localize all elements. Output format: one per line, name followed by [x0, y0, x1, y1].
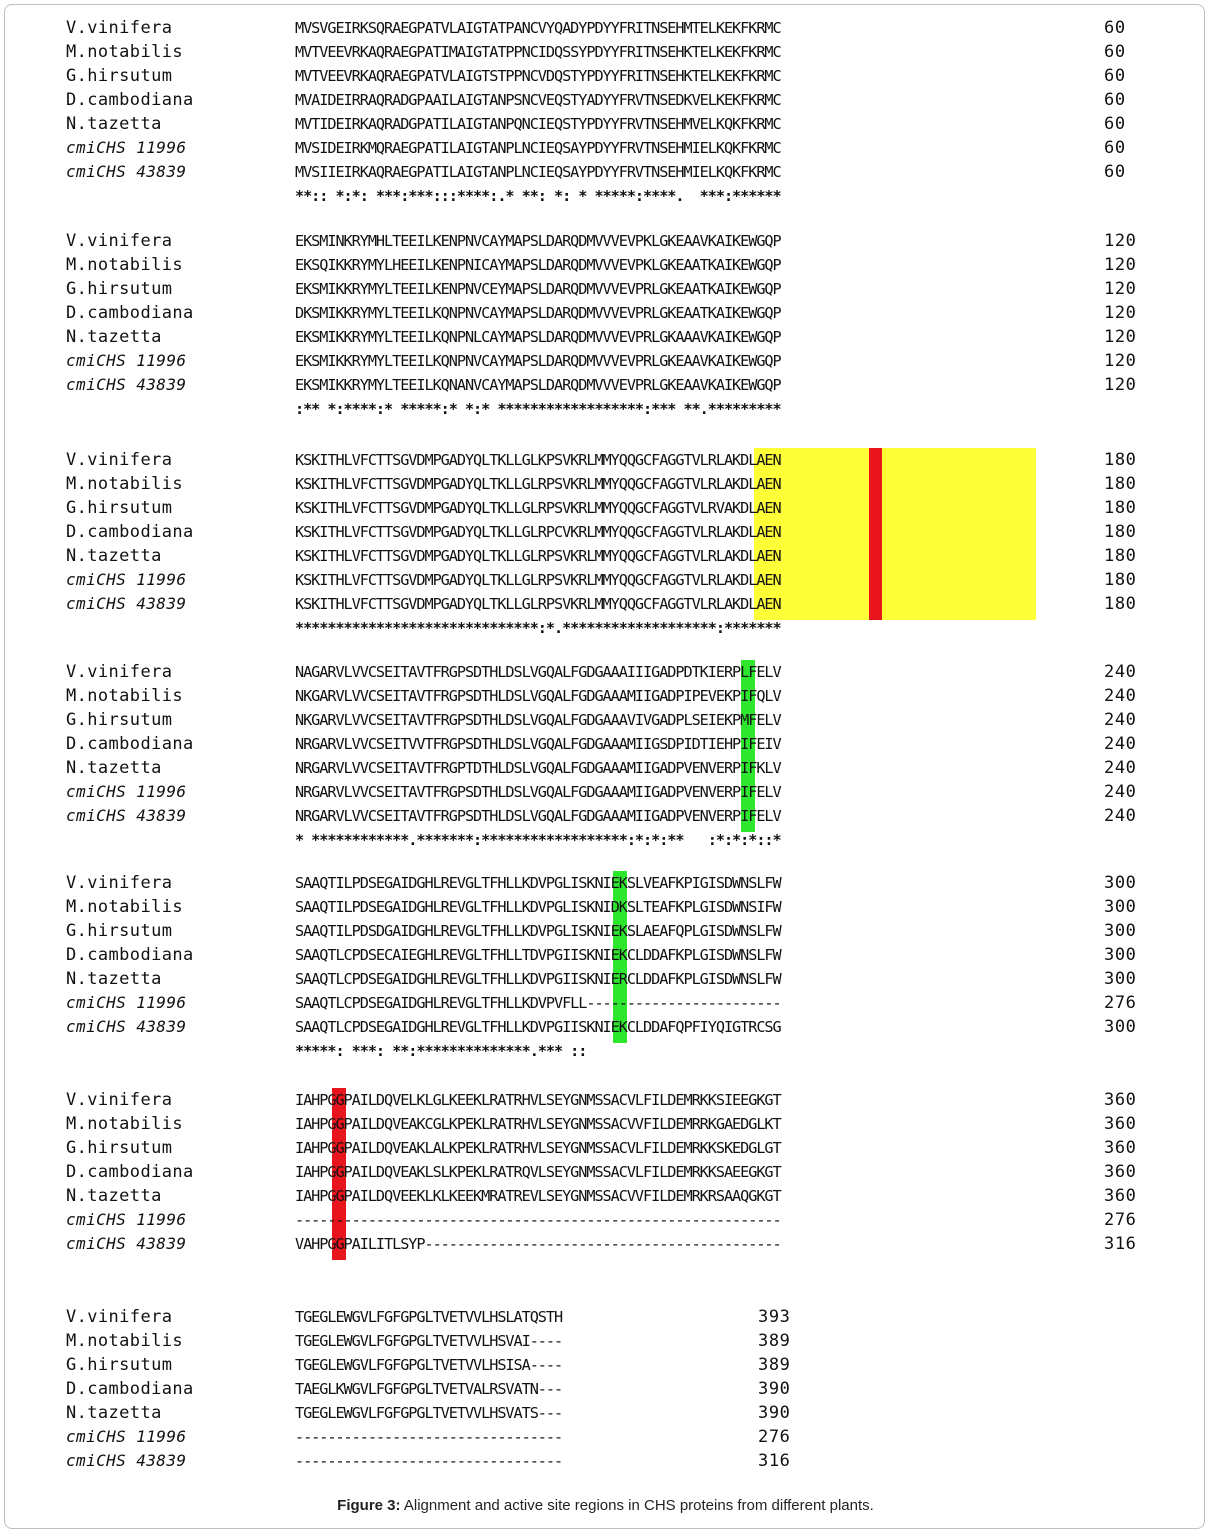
consensus-row [0, 184, 1211, 208]
alignment-row [0, 1353, 1211, 1377]
consensus-symbols: *****: ***: **:**************.*** :: [295, 1042, 587, 1060]
species-name: V.vinifera [66, 873, 173, 893]
position-number: 276 [1104, 1210, 1137, 1230]
position-number: 120 [1104, 279, 1137, 299]
species-name: N.tazetta [66, 1186, 162, 1206]
figure-caption [0, 1497, 1211, 1514]
sequence-text: MVAIDEIRRAQRADGPAAILAIGTANPSNCVEQSTYADYYFRVTNSEDKVELKEKFKRMC [295, 91, 781, 109]
position-number: 120 [1104, 375, 1137, 395]
sequence-text: EKSMINKRYMHLTEEILKENPNVCAYMAPSLDARQDMVVVEVPKLGKEAAVKAIKEWGQP [295, 232, 781, 250]
alignment-row [0, 1208, 1211, 1232]
alignment-row [0, 373, 1211, 397]
sequence-text: IAHPGGPAILDQVEAKCGLKPEKLRATRHVLSEYGNMSSACVVFILDEMRRKGAEDGLKT [295, 1115, 781, 1133]
alignment-row [0, 349, 1211, 373]
caption-text: Alignment and active site regions in CHS proteins from different plants. [400, 1497, 874, 1514]
species-name: D.cambodiana [66, 522, 194, 542]
species-name: V.vinifera [66, 450, 173, 470]
position-number: 300 [1104, 897, 1137, 917]
alignment-row [0, 253, 1211, 277]
species-name: G.hirsutum [66, 710, 173, 730]
species-name: cmiCHS 11996 [66, 782, 187, 801]
sequence-text: KSKITHLVFCTTSGVDMPGADYQLTKLLGLRPCVKRLMMYQQGCFAGGTVLRLAKDLAEN [295, 523, 781, 541]
position-number: 390 [758, 1379, 791, 1399]
sequence-text: --------------------------------- [295, 1452, 563, 1470]
alignment-row [0, 40, 1211, 64]
sequence-text: EKSMIKKRYMYLTEEILKQNPNLCAYMAPSLDARQDMVVVEVPRLGKAAAVKAIKEWGQP [295, 328, 781, 346]
species-name: cmiCHS 11996 [66, 1427, 187, 1446]
species-name: cmiCHS 43839 [66, 1234, 187, 1253]
alignment-row [0, 496, 1211, 520]
caption-label: Figure 3: [337, 1497, 401, 1514]
sequence-text: IAHPGGPAILDQVEAKLALKPEKLRATRHVLSEYGNMSSACVLFILDEMRKKSKEDGLGT [295, 1139, 781, 1157]
alignment-row [0, 1112, 1211, 1136]
alignment-row [0, 136, 1211, 160]
species-name: D.cambodiana [66, 1162, 194, 1182]
position-number: 240 [1104, 806, 1137, 826]
consensus-row [0, 1039, 1211, 1063]
alignment-row [0, 1136, 1211, 1160]
species-name: cmiCHS 11996 [66, 993, 187, 1012]
sequence-text: TGEGLEWGVLFGFGPGLTVETVVLHSISA---- [295, 1356, 563, 1374]
species-name: cmiCHS 11996 [66, 351, 187, 370]
position-number: 360 [1104, 1138, 1137, 1158]
species-name: M.notabilis [66, 1331, 183, 1351]
sequence-text: IAHPGGPAILDQVEAKLSLKPEKLRATRQVLSEYGNMSSACVLFILDEMRKKSAEEGKGT [295, 1163, 781, 1181]
position-number: 240 [1104, 758, 1137, 778]
sequence-text: NRGARVLVVCSEITAVTFRGPTDTHLDSLVGQALFGDGAAAMIIGADPVENVERPIFKLV [295, 759, 781, 777]
alignment-row [0, 229, 1211, 253]
sequence-text: EKSMIKKRYMYLTEEILKQNPNVCAYMAPSLDARQDMVVVEVPRLGKEAAVKAIKEWGQP [295, 352, 781, 370]
species-name: M.notabilis [66, 897, 183, 917]
sequence-text: MVTIDEIRKAQRADGPATILAIGTANPQNCIEQSTYPDYYFRVTNSEHMVELKQKFKRMC [295, 115, 781, 133]
species-name: V.vinifera [66, 662, 173, 682]
species-name: G.hirsutum [66, 921, 173, 941]
position-number: 120 [1104, 351, 1137, 371]
sequence-text: KSKITHLVFCTTSGVDMPGADYQLTKLLGLKPSVKRLMMYQQGCFAGGTVLRLAKDLAEN [295, 451, 781, 469]
species-name: cmiCHS 11996 [66, 138, 187, 157]
position-number: 300 [1104, 945, 1137, 965]
sequence-text: MVTVEEVRKAQRAEGPATVLAIGTSTPPNCVDQSTYPDYYFRITNSEHKTELKEKFKRMC [295, 67, 781, 85]
sequence-text: SAAQTLCPDSECAIEGHLREVGLTFHLLTDVPGIISKNIEKCLDDAFKPLGISDWNSLFW [295, 946, 781, 964]
sequence-text: TGEGLEWGVLFGFGPGLTVETVVLHSVAI---- [295, 1332, 563, 1350]
species-name: G.hirsutum [66, 1355, 173, 1375]
sequence-text: NRGARVLVVCSEITVVTFRGPSDTHLDSLVGQALFGDGAAAMIIGSDPIDTIEHPIFEIV [295, 735, 781, 753]
sequence-text: MVTVEEVRKAQRAEGPATIMAIGTATPPNCIDQSSYPDYYFRITNSEHKTELKEKFKRMC [295, 43, 781, 61]
sequence-text: EKSQIKKRYMYLHEEILKENPNICAYMAPSLDARQDMVVVEVPKLGKEAATKAIKEWGQP [295, 256, 781, 274]
alignment-row [0, 732, 1211, 756]
alignment-row [0, 64, 1211, 88]
species-name: G.hirsutum [66, 498, 173, 518]
alignment-row [0, 1305, 1211, 1329]
alignment-row [0, 1088, 1211, 1112]
position-number: 120 [1104, 255, 1137, 275]
alignment-row [0, 301, 1211, 325]
species-name: M.notabilis [66, 255, 183, 275]
position-number: 60 [1104, 90, 1126, 110]
position-number: 240 [1104, 734, 1137, 754]
species-name: V.vinifera [66, 18, 173, 38]
position-number: 60 [1104, 18, 1126, 38]
position-number: 316 [758, 1451, 791, 1471]
alignment-row [0, 708, 1211, 732]
position-number: 60 [1104, 162, 1126, 182]
sequence-text: --------------------------------- [295, 1428, 563, 1446]
alignment-row [0, 112, 1211, 136]
position-number: 276 [1104, 993, 1137, 1013]
position-number: 300 [1104, 969, 1137, 989]
species-name: N.tazetta [66, 546, 162, 566]
sequence-text: TAEGLKWGVLFGFGPGLTVETVALRSVATN--- [295, 1380, 563, 1398]
consensus-symbols: ******************************:*.*******************:******* [295, 619, 781, 637]
position-number: 180 [1104, 594, 1137, 614]
species-name: D.cambodiana [66, 90, 194, 110]
alignment-row [0, 1184, 1211, 1208]
position-number: 389 [758, 1331, 791, 1351]
position-number: 360 [1104, 1090, 1137, 1110]
position-number: 120 [1104, 327, 1137, 347]
species-name: M.notabilis [66, 1114, 183, 1134]
position-number: 360 [1104, 1162, 1137, 1182]
position-number: 360 [1104, 1114, 1137, 1134]
position-number: 180 [1104, 498, 1137, 518]
alignment-row [0, 520, 1211, 544]
position-number: 180 [1104, 522, 1137, 542]
alignment-row [0, 1425, 1211, 1449]
position-number: 60 [1104, 66, 1126, 86]
alignment-row [0, 967, 1211, 991]
alignment-row [0, 1401, 1211, 1425]
alignment-row [0, 568, 1211, 592]
alignment-row [0, 1160, 1211, 1184]
species-name: cmiCHS 11996 [66, 1210, 187, 1229]
species-name: V.vinifera [66, 231, 173, 251]
sequence-text: DKSMIKKRYMYLTEEILKQNPNVCAYMAPSLDARQDMVVVEVPRLGKEAATKAIKEWGQP [295, 304, 781, 322]
species-name: cmiCHS 11996 [66, 570, 187, 589]
position-number: 300 [1104, 921, 1137, 941]
alignment-row [0, 16, 1211, 40]
sequence-text: KSKITHLVFCTTSGVDMPGADYQLTKLLGLRPSVKRLMMYQQGCFAGGTVLRLAKDLAEN [295, 595, 781, 613]
sequence-text: IAHPGGPAILDQVEEKLKLKEEKMRATREVLSEYGNMSSACVVFILDEMRKRSAAQGKGT [295, 1187, 781, 1205]
alignment-row [0, 780, 1211, 804]
species-name: N.tazetta [66, 969, 162, 989]
species-name: M.notabilis [66, 42, 183, 62]
species-name: cmiCHS 43839 [66, 375, 187, 394]
species-name: cmiCHS 43839 [66, 1017, 187, 1036]
consensus-row [0, 828, 1211, 852]
sequence-text: ------------------------------------------------------------ [295, 1211, 781, 1229]
position-number: 180 [1104, 546, 1137, 566]
sequence-text: KSKITHLVFCTTSGVDMPGADYQLTKLLGLRPSVKRLMMYQQGCFAGGTVLRLAKDLAEN [295, 571, 781, 589]
species-name: M.notabilis [66, 686, 183, 706]
position-number: 60 [1104, 138, 1126, 158]
alignment-row [0, 448, 1211, 472]
position-number: 240 [1104, 686, 1137, 706]
position-number: 240 [1104, 710, 1137, 730]
species-name: M.notabilis [66, 474, 183, 494]
sequence-text: NRGARVLVVCSEITAVTFRGPSDTHLDSLVGQALFGDGAAAMIIGADPVENVERPIFELV [295, 783, 781, 801]
sequence-text: EKSMIKKRYMYLTEEILKENPNVCEYMAPSLDARQDMVVVEVPRLGKEAATKAIKEWGQP [295, 280, 781, 298]
sequence-text: KSKITHLVFCTTSGVDMPGADYQLTKLLGLRPSVKRLMMYQQGCFAGGTVLRLAKDLAEN [295, 475, 781, 493]
position-number: 389 [758, 1355, 791, 1375]
position-number: 316 [1104, 1234, 1137, 1254]
species-name: D.cambodiana [66, 303, 194, 323]
alignment-row [0, 472, 1211, 496]
species-name: G.hirsutum [66, 1138, 173, 1158]
sequence-text: VAHPGGPAILITLSYP-------------------------------------------- [295, 1235, 781, 1253]
consensus-row [0, 397, 1211, 421]
sequence-text: NRGARVLVVCSEITAVTFRGPSDTHLDSLVGQALFGDGAAAMIIGADPVENVERPIFELV [295, 807, 781, 825]
position-number: 300 [1104, 1017, 1137, 1037]
alignment-row [0, 1015, 1211, 1039]
position-number: 60 [1104, 114, 1126, 134]
sequence-text: SAAQTILPDSDGAIDGHLREVGLTFHLLKDVPGLISKNIEKSLAEAFQPLGISDWNSLFW [295, 922, 781, 940]
species-name: N.tazetta [66, 327, 162, 347]
alignment-row [0, 943, 1211, 967]
species-name: D.cambodiana [66, 945, 194, 965]
species-name: cmiCHS 43839 [66, 162, 187, 181]
alignment-row [0, 325, 1211, 349]
sequence-text: NKGARVLVVCSEITAVTFRGPSDTHLDSLVGQALFGDGAAAMIIGADPIPEVEKPIFQLV [295, 687, 781, 705]
position-number: 180 [1104, 474, 1137, 494]
species-name: D.cambodiana [66, 1379, 194, 1399]
sequence-text: MVSIDEIRKMQRAEGPATILAIGTANPLNCIEQSAYPDYYFRVTNSEHMIELKQKFKRMC [295, 139, 781, 157]
species-name: N.tazetta [66, 114, 162, 134]
alignment-row [0, 660, 1211, 684]
alignment-row [0, 1449, 1211, 1473]
species-name: cmiCHS 43839 [66, 594, 187, 613]
species-name: N.tazetta [66, 758, 162, 778]
alignment-row [0, 160, 1211, 184]
species-name: G.hirsutum [66, 279, 173, 299]
position-number: 120 [1104, 231, 1137, 251]
consensus-symbols: :** *:****:* *****:* *:* ******************:*** **.********* [295, 400, 781, 418]
species-name: cmiCHS 43839 [66, 806, 187, 825]
position-number: 60 [1104, 42, 1126, 62]
sequence-text: SAAQTLCPDSEGAIDGHLREVGLTFHLLKDVPVFLL------------------------ [295, 994, 781, 1012]
alignment-row [0, 991, 1211, 1015]
position-number: 180 [1104, 450, 1137, 470]
sequence-text: SAAQTLCPDSEGAIDGHLREVGLTFHLLKDVPGIISKNIERCLDDAFKPLGISDWNSLFW [295, 970, 781, 988]
sequence-text: KSKITHLVFCTTSGVDMPGADYQLTKLLGLRPSVKRLMMYQQGCFAGGTVLRLAKDLAEN [295, 547, 781, 565]
sequence-text: MVSVGEIRKSQRAEGPATVLAIGTATPANCVYQADYPDYYFRITNSEHMTELKEKFKRMC [295, 19, 781, 37]
alignment-row [0, 895, 1211, 919]
sequence-text: NAGARVLVVCSEITAVTFRGPSDTHLDSLVGQALFGDGAAAIIIGADPDTKIERPLFELV [295, 663, 781, 681]
alignment-row [0, 277, 1211, 301]
sequence-text: SAAQTLCPDSEGAIDGHLREVGLTFHLLKDVPGIISKNIEKCLDDAFQPFIYQIGTRCSG [295, 1018, 781, 1036]
species-name: N.tazetta [66, 1403, 162, 1423]
alignment-row [0, 804, 1211, 828]
alignment-row [0, 919, 1211, 943]
position-number: 393 [758, 1307, 791, 1327]
species-name: cmiCHS 43839 [66, 1451, 187, 1470]
alignment-row [0, 544, 1211, 568]
species-name: V.vinifera [66, 1307, 173, 1327]
sequence-text: SAAQTILPDSEGAIDGHLREVGLTFHLLKDVPGLISKNIEKSLVEAFKPIGISDWNSLFW [295, 874, 781, 892]
species-name: V.vinifera [66, 1090, 173, 1110]
alignment-row [0, 1377, 1211, 1401]
sequence-text: SAAQTILPDSEGAIDGHLREVGLTFHLLKDVPGLISKNIDKSLTEAFKPLGISDWNSIFW [295, 898, 781, 916]
position-number: 390 [758, 1403, 791, 1423]
position-number: 180 [1104, 570, 1137, 590]
position-number: 240 [1104, 662, 1137, 682]
sequence-text: TGEGLEWGVLFGFGPGLTVETVVLHSVATS--- [295, 1404, 563, 1422]
alignment-row [0, 592, 1211, 616]
position-number: 120 [1104, 303, 1137, 323]
sequence-text: NKGARVLVVCSEITAVTFRGPSDTHLDSLVGQALFGDGAAAVIVGADPLSEIEKPMFELV [295, 711, 781, 729]
sequence-text: KSKITHLVFCTTSGVDMPGADYQLTKLLGLRPSVKRLMMYQQGCFAGGTVLRVAKDLAEN [295, 499, 781, 517]
consensus-symbols: **:: *:*: ***:***:::****:.* **: *: * *****:****. ***:****** [295, 187, 781, 205]
alignment-row [0, 1329, 1211, 1353]
alignment-row [0, 88, 1211, 112]
consensus-symbols: * ************.*******:******************:*:*:** :*:*:*::* [295, 831, 781, 849]
alignment-row [0, 1232, 1211, 1256]
sequence-text: EKSMIKKRYMYLTEEILKQNANVCAYMAPSLDARQDMVVVEVPRLGKEAAVKAIKEWGQP [295, 376, 781, 394]
sequence-text: IAHPGGPAILDQVELKLGLKEEKLRATRHVLSEYGNMSSACVLFILDEMRKKSIEEGKGT [295, 1091, 781, 1109]
species-name: G.hirsutum [66, 66, 173, 86]
sequence-text: MVSIIEIRKAQRAEGPATILAIGTANPLNCIEQSAYPDYYFRVTNSEHMIELKQKFKRMC [295, 163, 781, 181]
position-number: 240 [1104, 782, 1137, 802]
sequence-text: TGEGLEWGVLFGFGPGLTVETVVLHSLATQSTH [295, 1308, 563, 1326]
alignment-row [0, 871, 1211, 895]
consensus-row [0, 616, 1211, 640]
position-number: 276 [758, 1427, 791, 1447]
alignment-row [0, 756, 1211, 780]
position-number: 300 [1104, 873, 1137, 893]
alignment-row [0, 684, 1211, 708]
position-number: 360 [1104, 1186, 1137, 1206]
species-name: D.cambodiana [66, 734, 194, 754]
